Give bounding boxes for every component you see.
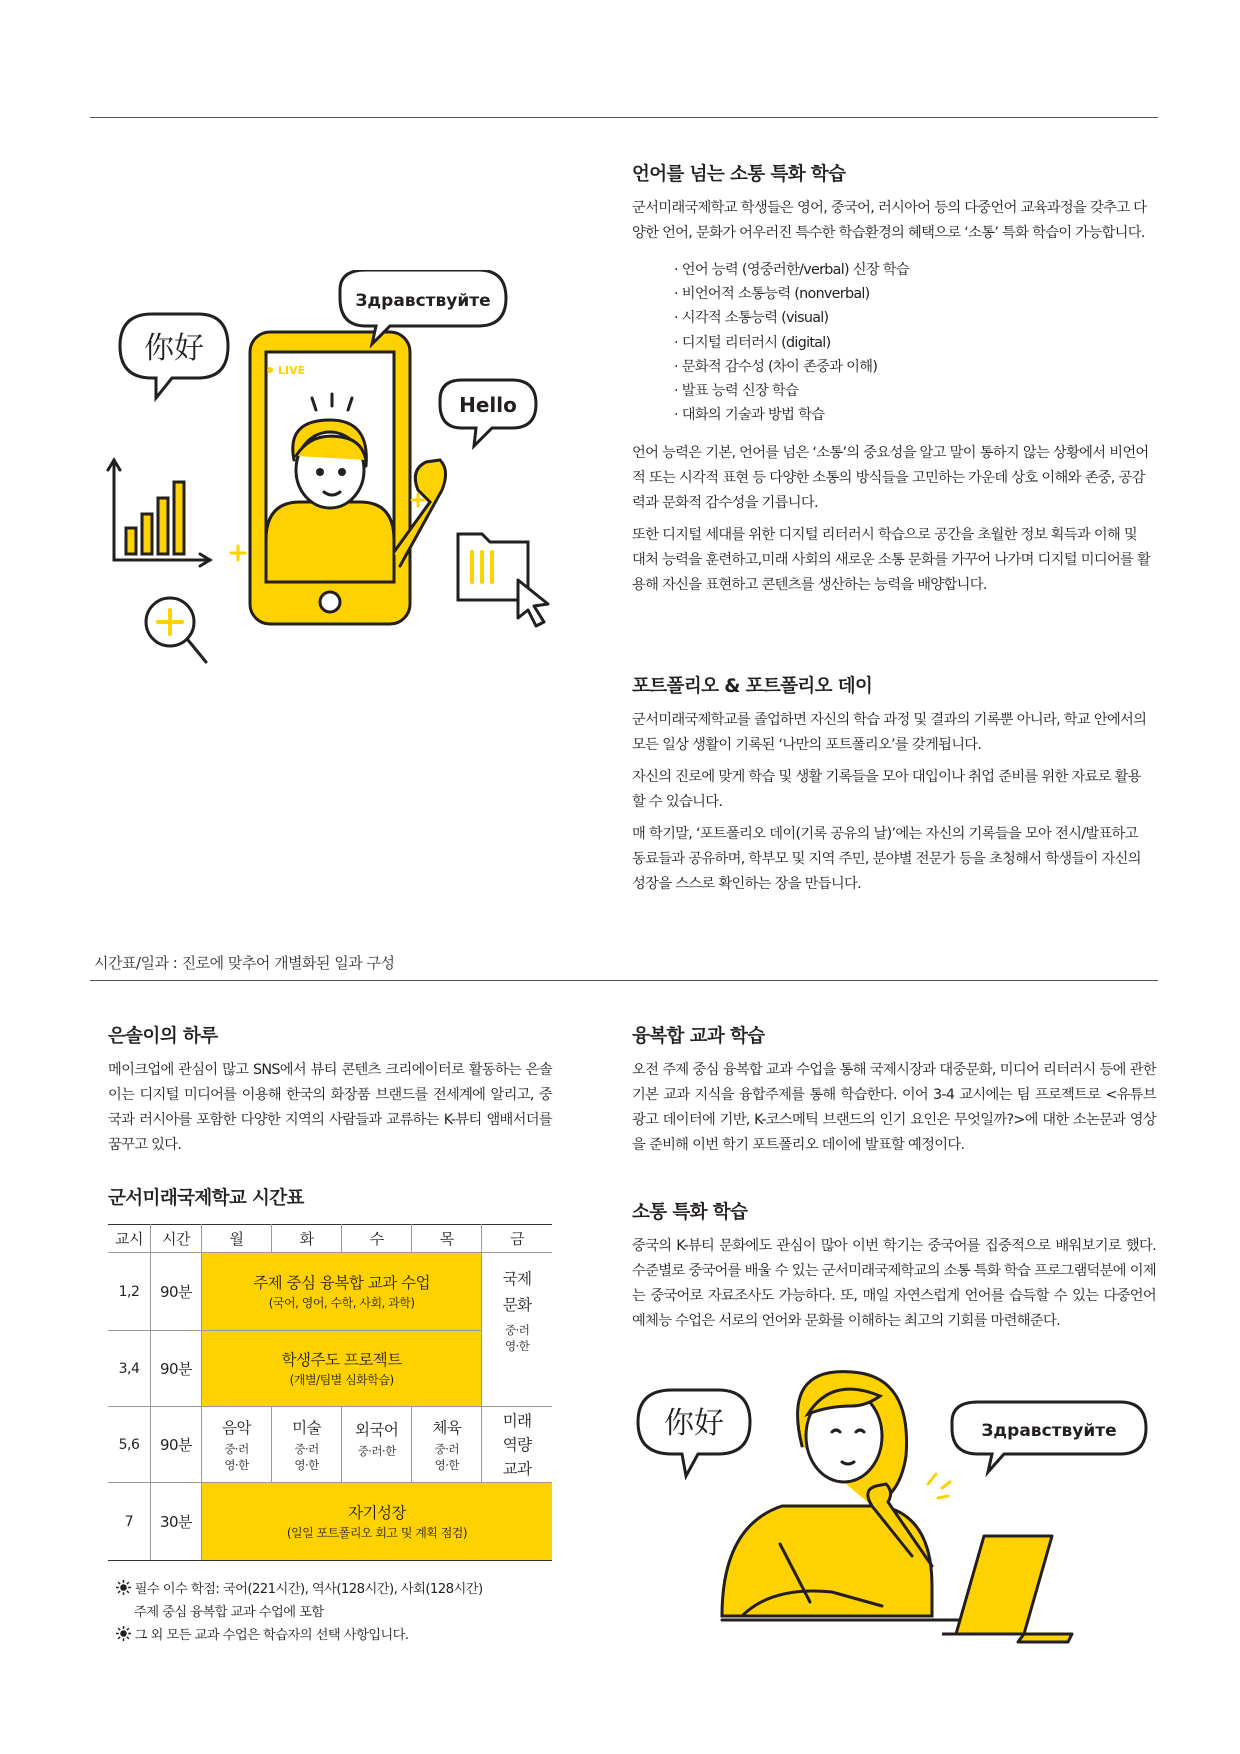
period-cell: 1,2 xyxy=(108,1253,150,1331)
period-cell: 3,4 xyxy=(108,1331,150,1407)
header-cell: 시간 xyxy=(150,1225,201,1253)
table-row xyxy=(108,1407,552,1483)
time-cell: 30분 xyxy=(150,1483,201,1561)
subject-cell xyxy=(272,1407,342,1483)
sun-icon xyxy=(116,1626,131,1641)
header-cell: 목 xyxy=(412,1225,482,1253)
list-item: · 문화적 감수성 (차이 존중과 이해) xyxy=(674,355,1152,379)
section-convergence xyxy=(632,1022,1156,1165)
laptop-icon xyxy=(942,1536,1072,1642)
section-title: 은솔이의 하루 xyxy=(108,1026,218,1047)
subject-cell xyxy=(412,1407,482,1483)
time-cell: 90분 xyxy=(150,1407,201,1483)
header-cell: 금 xyxy=(482,1225,552,1253)
section-title: 소통 특화 학습 xyxy=(632,1202,748,1223)
subject-name: 음악 xyxy=(222,1418,251,1437)
bar-chart-icon xyxy=(108,460,210,566)
sun-icon xyxy=(116,1580,131,1595)
subject-langs: 중·러 영·한 xyxy=(294,1441,319,1472)
block-title: 학생주도 프로젝트 xyxy=(281,1350,402,1369)
timetable-title: 군서미래국제학교 시간표 xyxy=(108,1188,304,1209)
friday-langs: 중·러 영·한 xyxy=(504,1322,530,1353)
subject-name: 외국어 xyxy=(354,1421,399,1439)
paragraph: 언어 능력은 기본, 언어를 넘은 ‘소통’의 중요성을 알고 말이 통하지 않는 상황에서 비언어적 또는 시각적 표현 등 다양한 소통의 방식들을 고민하는 가운데 상호 이해와 존중, 공감력과 문화적 감수성을 기릅니다. xyxy=(632,445,1149,512)
bubble-chinese-text: 你好 xyxy=(144,331,204,366)
period-cell: 7 xyxy=(108,1483,150,1561)
friday-title: 국제 문화 xyxy=(502,1269,532,1314)
sparkle-icon xyxy=(928,1474,950,1498)
friday-future-skills xyxy=(482,1407,552,1483)
time-cell: 90분 xyxy=(150,1253,201,1331)
bubble-chinese-text: 你好 xyxy=(664,1406,724,1441)
section-student-day xyxy=(108,1022,552,1165)
block-convergence xyxy=(201,1253,481,1331)
student-writing-illustration xyxy=(632,1366,1158,1666)
paragraph: 오전 주제 중심 융복합 교과 수업을 통해 국제시장과 대중문화, 미디어 리터러시 등에 관한 기본 교과 지식을 융합주제를 통해 학습한다. 이어 3-4 교시에는 팀 프로젝트로 <유튜브 광고 데이터에 기반, K-코스메틱 브랜드의 인기 요인은 무엇일까?>에 대한 소논문과 영상을 준비해 이번 학기 포트폴리오 데이에 발표할 예정이다. xyxy=(632,1062,1156,1153)
bubble-russian-text: Здравствуйте xyxy=(355,291,491,311)
cursor-icon xyxy=(518,580,548,626)
section-communication-learning xyxy=(632,160,1152,605)
timetable-notes xyxy=(116,1578,483,1647)
block-subtitle: (개별/팀별 심화학습) xyxy=(289,1372,394,1387)
bubble-english-text: Hello xyxy=(459,393,517,417)
subject-cell xyxy=(201,1407,271,1483)
block-self-growth xyxy=(201,1483,552,1561)
table-row xyxy=(108,1253,552,1331)
block-title: 주제 중심 융복합 교과 수업 xyxy=(253,1273,431,1292)
student-figure xyxy=(722,1372,962,1620)
period-cell: 5,6 xyxy=(108,1407,150,1483)
list-item: · 발표 능력 신장 학습 xyxy=(674,379,1152,403)
section-portfolio xyxy=(632,672,1152,904)
time-cell: 90분 xyxy=(150,1331,201,1407)
list-item: · 비언어적 소통능력 (nonverbal) xyxy=(674,282,1152,306)
note-text: 그 외 모든 교과 수업은 학습자의 선택 사항입니다. xyxy=(134,1628,409,1643)
middle-divider xyxy=(90,980,1158,981)
timetable xyxy=(108,1224,552,1561)
note-text: 필수 이수 학점: 국어(221시간), 역사(128시간), 사회(128시간) xyxy=(134,1582,483,1597)
block-project xyxy=(201,1331,481,1407)
live-label: LIVE xyxy=(278,364,306,377)
skill-list xyxy=(674,258,1152,427)
section-title: 포트폴리오 & 포트폴리오 데이 xyxy=(632,676,873,697)
paragraph: 자신의 진로에 맞게 학습 및 생활 기록들을 모아 대입이나 취업 준비를 위한 자료로 활용할 수 있습니다. xyxy=(632,769,1141,810)
paragraph: 군서미래국제학교를 졸업하면 자신의 학습 과정 및 결과의 기록뿐 아니라, 학교 안에서의 모든 일상 생활이 기록된 ‘나만의 포트폴리오’를 갖게됩니다. xyxy=(632,712,1147,753)
block-title: 자기성장 xyxy=(348,1503,406,1522)
paragraph: 중국의 K-뷰티 문화에도 관심이 많아 이번 학기는 중국어를 집중적으로 배워보기로 했다. 수준별로 중국어를 배울 수 있는 군서미래국제학교의 소통 특화 학습 프로그램덕분에 이제는 중국어로 자료조사도 가능하다. 또, 매일 자연스럽게 언어를 습득할 수 있는 다중언어 예체능 수업은 서로의 언어와 문화를 이해하는 최고의 기회를 마련해준다. xyxy=(632,1238,1156,1329)
subject-name: 미술 xyxy=(292,1418,322,1437)
note-item xyxy=(116,1578,483,1601)
table-row xyxy=(108,1483,552,1561)
section-title: 언어를 넘는 소통 특화 학습 xyxy=(632,164,846,185)
section-communication-special xyxy=(632,1198,1156,1341)
bubble-russian-text: Здравствуйте xyxy=(981,1421,1117,1441)
phone-communication-illustration xyxy=(100,270,570,710)
note-text: 주제 중심 융복합 교과 수업에 포함 xyxy=(134,1605,324,1620)
magnifier-icon xyxy=(146,598,206,662)
header-cell: 화 xyxy=(272,1225,342,1253)
list-item: · 대화의 기술과 방법 학습 xyxy=(674,403,1152,427)
subject-langs: 중·러 영·한 xyxy=(224,1441,249,1472)
block-subtitle: (일일 포트폴리오 회고 및 계획 점검) xyxy=(286,1525,468,1540)
table-header-row xyxy=(108,1225,552,1253)
block-subtitle: (국어, 영어, 수학, 사회, 과학) xyxy=(268,1295,415,1310)
paragraph: 메이크업에 관심이 많고 SNS에서 뷰티 콘텐츠 크리에이터로 활동하는 은솔이는 디지털 미디어를 이용해 한국의 화장품 브랜드를 전세계에 알리고, 중국과 러시아를 포함한 다양한 지역의 사람들과 교류하는 K-뷰티 앰배서더를 꿈꾸고 있다. xyxy=(108,1062,552,1153)
header-cell: 교시 xyxy=(108,1225,150,1253)
paragraph: 또한 디지털 세대를 위한 디지털 리터러시 학습으로 공간을 초월한 정보 획득과 이해 및 대처 능력을 훈련하고,미래 사회의 새로운 소통 문화를 가꾸어 나가며 디지털 미디어를 활용해 자신을 표현하고 콘텐츠를 생산하는 능력을 배양합니다. xyxy=(632,527,1151,594)
paragraph: 매 학기말, ‘포트폴리오 데이(기록 공유의 날)’에는 자신의 기록들을 모아 전시/발표하고 동료들과 공유하며, 학부모 및 지역 주민, 분야별 전문가 등을 초청해서 학생들이 자신의 성장을 스스로 확인하는 장을 만듭니다. xyxy=(632,826,1141,892)
friday-international-culture xyxy=(482,1253,552,1407)
section-title: 융복합 교과 학습 xyxy=(632,1026,765,1047)
friday-title: 미래 역량 교과 xyxy=(502,1411,532,1478)
list-item: · 디지털 리터러시 (digital) xyxy=(674,331,1152,355)
subject-langs: 중·러·한 xyxy=(357,1444,396,1458)
subject-cell xyxy=(342,1407,412,1483)
subject-langs: 중·러 영·한 xyxy=(434,1441,459,1472)
header-cell: 월 xyxy=(201,1225,271,1253)
timetable-caption: 시간표/일과 : 진로에 맞추어 개별화된 일과 구성 xyxy=(94,954,395,972)
subject-name: 체육 xyxy=(432,1418,462,1437)
list-item: · 언어 능력 (영중러한/verbal) 신장 학습 xyxy=(674,258,1152,282)
list-item: · 시각적 소통능력 (visual) xyxy=(674,306,1152,330)
top-divider xyxy=(90,117,1158,118)
note-item xyxy=(116,1624,483,1647)
section-intro: 군서미래국제학교 학생들은 영어, 중국어, 러시아어 등의 다중언어 교육과정을 갖추고 다양한 언어, 문화가 어우러진 특수한 학습환경의 혜택으로 ‘소통’ 특화 학습이 가능합니다. xyxy=(632,200,1147,241)
header-cell: 수 xyxy=(342,1225,412,1253)
